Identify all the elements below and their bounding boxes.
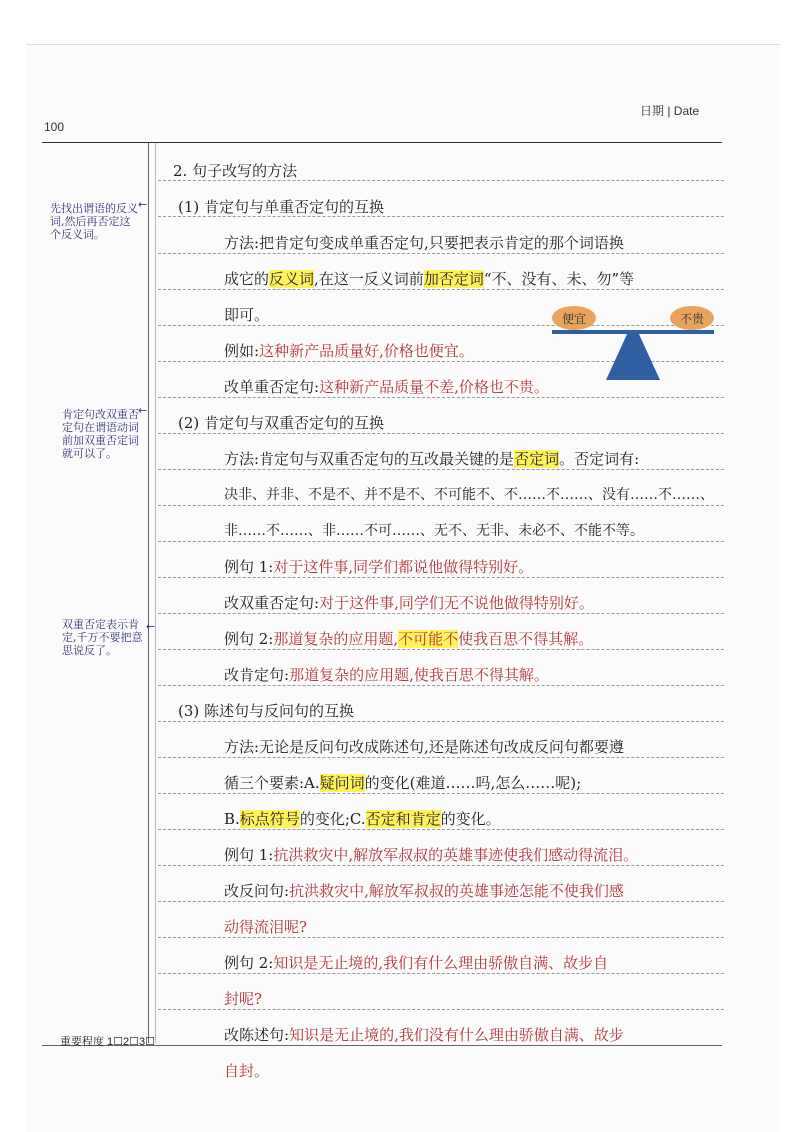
ruled-line: [158, 829, 724, 830]
ruled-line: [158, 613, 724, 614]
highlight: 否定词: [514, 450, 560, 468]
arrow-left-icon: ←: [138, 404, 148, 417]
highlight: 加否定词: [423, 270, 484, 288]
ruled-line: [158, 649, 724, 650]
pan-label-right: 不贵: [679, 312, 705, 326]
subsection-heading: (2) 肯定句与双重否定句的互换: [178, 414, 385, 432]
highlight: 标点符号: [239, 810, 300, 828]
margin-note: 肯定句改双重否定句在谓语动词前加双重否定词就可以了。: [62, 408, 139, 460]
example-line: 例句 1:抗洪救灾中,解放军叔叔的英雄事迹使我们感动得流泪。: [224, 846, 639, 864]
margin-line: [148, 143, 149, 1043]
example-line: 例句 1:对于这件事,同学们都说他做得特别好。: [224, 558, 534, 576]
example-line: 例如:这种新产品质量好,价格也便宜。: [224, 342, 474, 360]
scale-beam: [552, 330, 714, 334]
ruled-line: [158, 973, 724, 974]
method-text: 方法:无论是反问句改成陈述句,还是陈述句改成反问句都要遵: [224, 738, 624, 756]
ruled-line: [158, 577, 724, 578]
highlight: 疑问词: [319, 774, 365, 792]
method-text: 成它的反义词,在这一反义词前加否定词“不、没有、未、勿”等: [224, 270, 635, 288]
scale-base: [606, 332, 660, 380]
balance-scale-illustration: [548, 302, 718, 382]
highlight: 反义词: [269, 270, 315, 288]
ruled-line: [158, 865, 724, 866]
ruled-line: [158, 289, 724, 290]
margin-line-inner: [155, 143, 156, 1043]
arrow-left-icon: ←: [138, 198, 148, 211]
change-line-cont: 自封。: [224, 1062, 270, 1080]
method-text: 决非、并非、不是不、并不是不、不可能不、不……不……、没有……不……、: [224, 487, 714, 503]
example-line-cont: 封呢?: [224, 990, 263, 1008]
subsection-heading: (3) 陈述句与反问句的互换: [178, 702, 355, 720]
ruled-line: [158, 505, 724, 506]
method-text: 方法:把肯定句变成单重否定句,只要把表示肯定的那个词语换: [224, 234, 624, 252]
date-label: 日期 | Date: [640, 104, 700, 118]
ruled-line: [158, 937, 724, 938]
page-number: 100: [44, 120, 65, 134]
change-line-cont: 动得流泪呢?: [224, 918, 308, 936]
change-line: 改陈述句:知识是无止境的,我们没有什么理由骄傲自满、故步: [224, 1026, 624, 1044]
subsection-heading: (1) 肯定句与单重否定句的互换: [178, 198, 385, 216]
ruled-line: [158, 721, 724, 722]
ruled-line: [158, 469, 724, 470]
change-line: 改双重否定句:对于这件事,同学们无不说他做得特别好。: [224, 594, 594, 612]
ruled-line: [158, 541, 724, 542]
margin-note: 双重否定表示肯定,千万不要把意思说反了。: [62, 618, 143, 657]
change-line: 改肯定句:那道复杂的应用题,使我百思不得其解。: [224, 666, 549, 684]
method-text: 非……不……、非……不可……、无不、无非、未必不、不能不等。: [224, 523, 644, 539]
method-text: B.标点符号的变化;C.否定和肯定的变化。: [224, 810, 501, 828]
highlight: 否定和肯定: [365, 810, 441, 828]
ruled-line: [158, 397, 724, 398]
ruled-line: [158, 253, 724, 254]
ruled-line: [158, 901, 724, 902]
highlight: 不可能不: [398, 630, 459, 648]
arrow-left-icon: ←: [146, 620, 156, 633]
importance-rating: 重要程度 1☐2☐3☐: [60, 1036, 155, 1048]
ruled-line: [158, 793, 724, 794]
header-rule: [42, 142, 722, 143]
example-line: 例句 2:那道复杂的应用题,不可能不使我百思不得其解。: [224, 630, 594, 648]
ruled-line: [158, 757, 724, 758]
example-line: 例句 2:知识是无止境的,我们有什么理由骄傲自满、故步自: [224, 954, 609, 972]
change-line: 改反问句:抗洪救灾中,解放军叔叔的英雄事迹怎能不使我们感: [224, 882, 624, 900]
method-text: 方法:肯定句与双重否定句的互改最关键的是否定词。否定词有:: [224, 450, 640, 468]
section-title: 2. 句子改写的方法: [173, 162, 298, 180]
ruled-line: [158, 685, 724, 686]
method-text: 即可。: [224, 306, 270, 324]
ruled-line: [158, 433, 724, 434]
method-text: 循三个要素:A.疑问词的变化(难道……吗,怎么……呢);: [224, 774, 582, 792]
ruled-line: [158, 1009, 724, 1010]
margin-note: 先找出谓语的反义词,然后再否定这个反义词。: [50, 202, 138, 241]
change-line: 改单重否定句:这种新产品质量不差,价格也不贵。: [224, 378, 549, 396]
pan-label-left: 便宜: [561, 312, 587, 326]
